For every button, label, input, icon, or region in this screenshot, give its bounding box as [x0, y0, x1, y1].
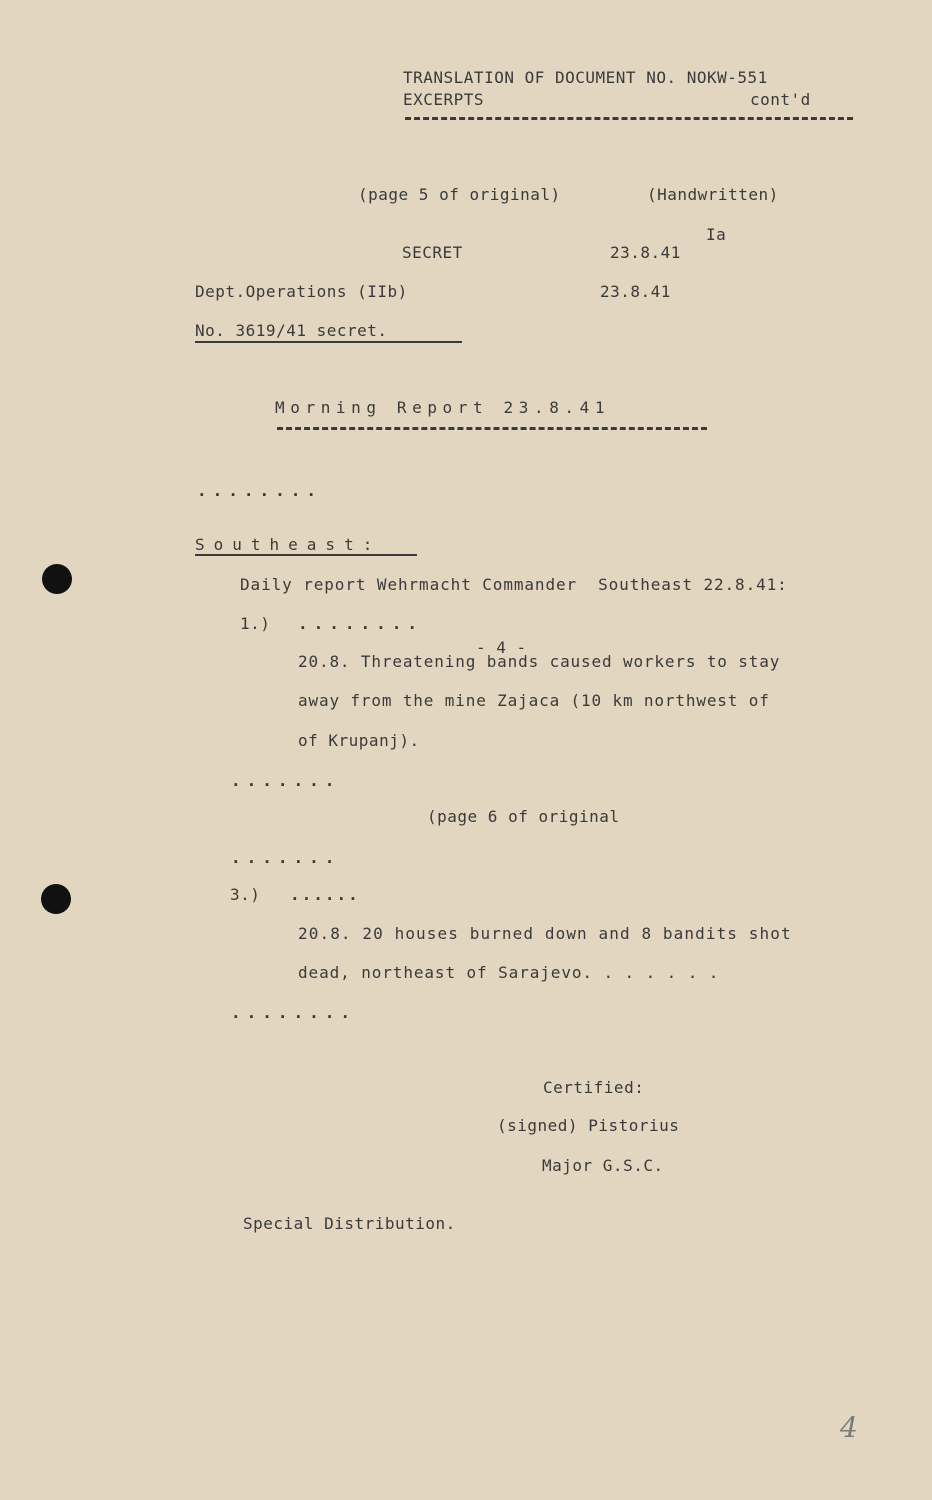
- section-heading: Southeast:: [195, 535, 382, 554]
- item-3-label: 3.): [230, 885, 261, 904]
- signed-line: (signed) Pistorius: [497, 1116, 680, 1135]
- ellipsis-row-4: ........: [231, 1003, 357, 1022]
- document-title: TRANSLATION OF DOCUMENT NO. NOKW-551: [403, 68, 768, 87]
- certified-label: Certified:: [543, 1078, 645, 1097]
- document-number: No. 3619/41 secret.: [195, 321, 388, 340]
- secret-label: SECRET: [402, 243, 463, 262]
- page-6-note: (page 6 of original: [427, 807, 620, 826]
- contd-label: cont'd: [750, 90, 811, 109]
- item-3-ellipsis: ......: [290, 885, 360, 904]
- number-underline: [195, 341, 462, 343]
- distribution-line: Special Distribution.: [243, 1214, 456, 1233]
- excerpts-label: EXCERPTS: [403, 90, 485, 109]
- ellipsis-row-3: .......: [231, 848, 341, 867]
- ia-note: Ia: [706, 225, 727, 244]
- department-label: Dept.Operations (IIb): [195, 282, 408, 301]
- item-1-label: 1.): [240, 614, 271, 633]
- item-3-line-1: 20.8. 20 houses burned down and 8 bandits shot: [298, 924, 792, 943]
- punch-hole-top: [42, 564, 72, 594]
- ellipsis-row-2: .......: [231, 771, 341, 790]
- item-1-line-2: away from the mine Zajaca (10 km northwest of: [298, 691, 770, 710]
- date-department: 23.8.41: [600, 282, 671, 301]
- page-number: - 4 -: [476, 638, 527, 657]
- punch-hole-bottom: [41, 884, 71, 914]
- date-secret: 23.8.41: [610, 243, 681, 262]
- item-1-ellipsis: ........: [298, 614, 424, 633]
- rank-line: Major G.S.C.: [542, 1156, 664, 1175]
- page-original-note: (page 5 of original): [358, 185, 561, 204]
- header-dashed-rule: [405, 117, 853, 120]
- item-1-line-3: of Krupanj).: [298, 731, 420, 750]
- daily-report-line: Daily report Wehrmacht Commander Southeast 22.8.41:: [240, 575, 788, 594]
- item-3-line-2: dead, northeast of Sarajevo. . . . . . .: [298, 963, 720, 982]
- handwritten-page-number: 4: [840, 1411, 859, 1444]
- section-heading-underline: [195, 554, 417, 556]
- report-title-dashed-rule: [277, 427, 707, 430]
- item-1-line-1: 20.8. Threatening bands caused workers to stay: [298, 652, 781, 671]
- handwritten-note: (Handwritten): [647, 185, 779, 204]
- ellipsis-row-1: ........: [197, 481, 323, 500]
- report-title: Morning Report 23.8.41: [275, 398, 611, 417]
